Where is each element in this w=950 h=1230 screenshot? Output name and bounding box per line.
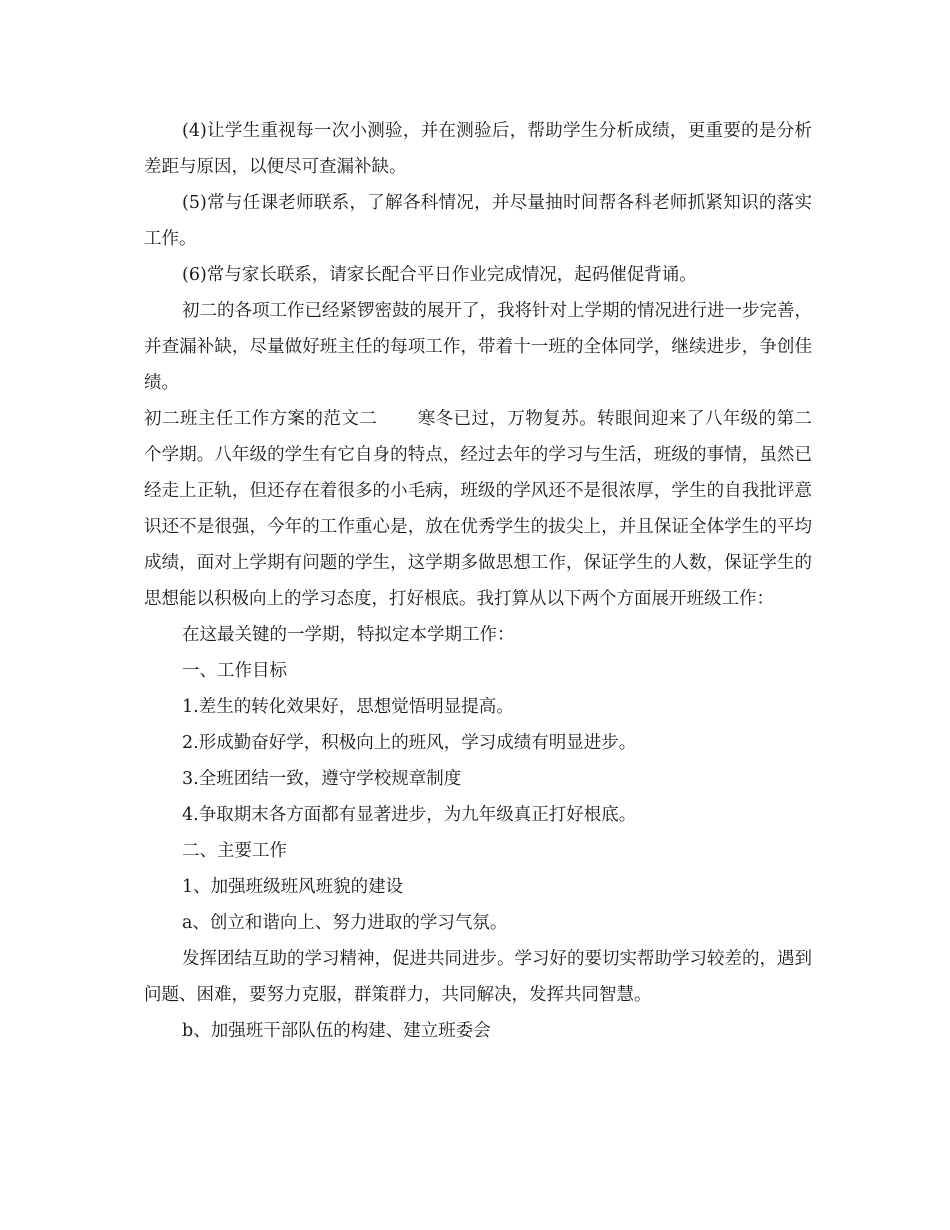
goal-item-1: 1.差生的转化效果好，思想觉悟明显提高。 — [182, 697, 514, 717]
goal-item-3: 3.全班团结一致，遵守学校规章制度 — [182, 769, 462, 789]
paragraph-item-5: (5)常与任课老师联系，了解各科情况，并尽量抽时间帮各科老师抓紧知识的落实工作。 — [144, 193, 812, 249]
paragraph-item-6: (6)常与家长联系，请家长配合平日作业完成情况，起码催促背诵。 — [182, 265, 697, 285]
paragraph-summary: 初二的各项工作已经紧锣密鼓的展开了，我将针对上学期的情况进行进一步完善，并查漏补缺，尽量做好班主任的每项工作，带着十一班的全体同学，继续进步，争创佳绩。 — [144, 301, 812, 393]
section-intro-text: 寒冬已过，万物复苏。转眼间迎来了八年级的第二个学期。八年级的学生有它自身的特点，经过去年的学习与生活，班级的事情，虽然已经走上正轨，但还存在着很多的小毛病，班级的学风还不是很浓厚，学生的自我批评意识还不是很强，今年的工作重心是，放在优秀学生的拔尖上，并且保证全体学生的平均成绩，面对上学期有问题的学生，这学期多做思想工作，保证学生的人数，保证学生的思想能以积极向上的学习态度，打好根底。我打算从以下两个方面展开班级工作： — [144, 409, 813, 609]
goal-item-4: 4.争取期末各方面都有显著进步，为九年级真正打好根底。 — [182, 805, 637, 825]
section-intro-paragraph — [144, 401, 812, 617]
heading-main-work: 二、主要工作 — [182, 841, 287, 861]
subheading-class-style: 1、加强班级班风班貌的建设 — [182, 877, 404, 897]
document-body — [144, 113, 812, 1049]
paragraph-item-4: (4)让学生重视每一次小测验，并在测验后，帮助学生分析成绩，更重要的是分析差距与原因，以便尽可查漏补缺。 — [144, 121, 812, 177]
plan-intro-line: 在这最关键的一学期，特拟定本学期工作： — [182, 625, 515, 645]
section-heading: 初二班主任工作方案的范文二 — [144, 409, 378, 429]
item-a: a、创立和谐向上、努力进取的学习气氛。 — [182, 913, 508, 933]
goal-item-2: 2.形成勤奋好学，积极向上的班风，学习成绩有明显进步。 — [182, 733, 637, 753]
item-b: b、加强班干部队伍的构建、建立班委会 — [182, 1021, 491, 1041]
heading-work-goals: 一、工作目标 — [182, 661, 287, 681]
item-a-detail: 发挥团结互助的学习精神，促进共同进步。学习好的要切实帮助学习较差的，遇到问题、困难，要努力克服，群策群力，共同解决，发挥共同智慧。 — [144, 949, 812, 1005]
